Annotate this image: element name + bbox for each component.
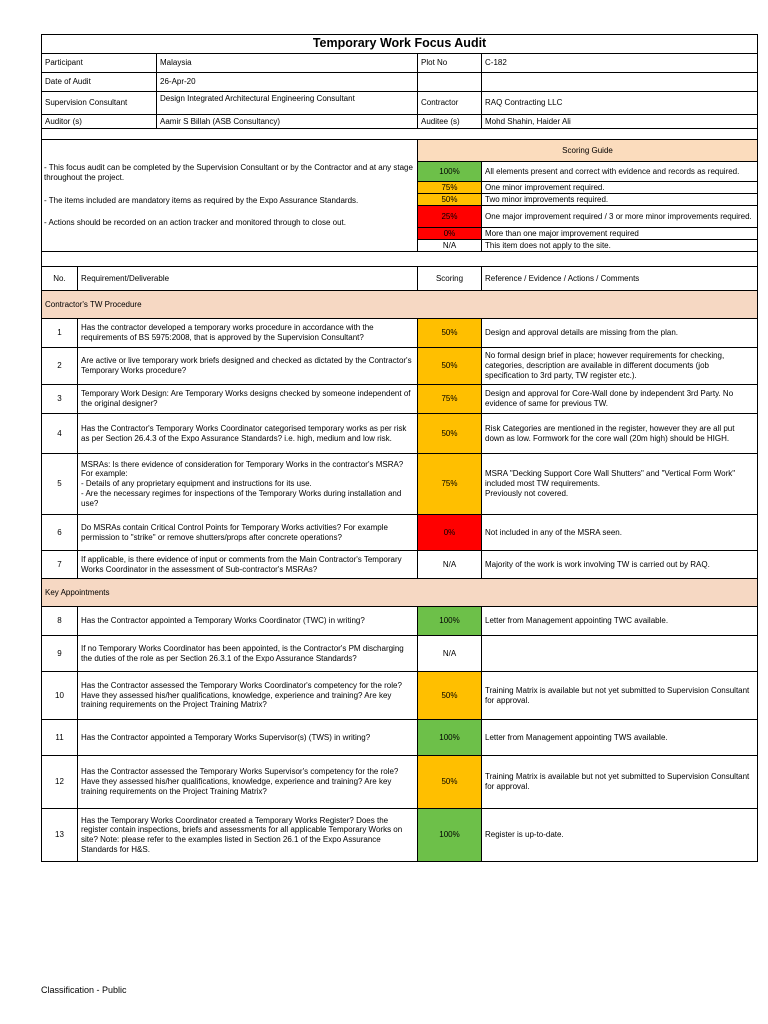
- auditor-label: Auditor (s): [42, 115, 157, 128]
- row-score: 100%: [418, 809, 482, 862]
- row-requirement: Has the Contractor appointed a Temporary Works Coordinator (TWC) in writing?: [78, 607, 418, 636]
- row-requirement: If no Temporary Works Coordinator has been appointed, is the Contractor's PM discharging the duties of the role as per Section 26.3.1 of the Expo Assurance Standards?: [78, 636, 418, 672]
- table-row: [42, 672, 758, 720]
- notes-block: [42, 140, 418, 252]
- table-row: [42, 809, 758, 862]
- row-score: N/A: [418, 636, 482, 672]
- row-reference: Design and approval for Core-Wall done by independent 3rd Party. No evidence of same for previous TW.: [482, 385, 758, 414]
- col-reference: Reference / Evidence / Actions / Comments: [482, 267, 758, 291]
- row-score: 0%: [418, 515, 482, 551]
- guide-desc-75: One minor improvement required.: [482, 182, 758, 194]
- row-requirement: Temporary Work Design: Are Temporary Works designs checked by someone independent of the original designer?: [78, 385, 418, 414]
- row-reference: No formal design brief in place; however requirements for checking, categories, description are available in different documents (job specification to 3rd party, TW register etc.).: [482, 348, 758, 385]
- row-requirement: Has the Contractor assessed the Temporary Works Supervisor's competency for the role? Have they assessed his/her qualifications, knowledge, experience and training? Are key training requirements on the Project Training Matrix?: [78, 756, 418, 809]
- row-reference: [482, 636, 758, 672]
- guide-score-100: 100%: [418, 162, 482, 182]
- table-row: [42, 385, 758, 414]
- row-score: 50%: [418, 756, 482, 809]
- note-2: - The items included are mandatory items as required by the Expo Assurance Standards.: [44, 195, 359, 205]
- section-tw-procedure: Contractor's TW Procedure: [42, 291, 758, 319]
- row-reference: Training Matrix is available but not yet submitted to Supervision Consultant for approval.: [482, 756, 758, 809]
- audit-sheet: [41, 34, 757, 862]
- row-reference: Majority of the work is work involving TW is carried out by RAQ.: [482, 551, 758, 579]
- row-requirement: Has the contractor developed a temporary works procedure in accordance with the requirements of BS 5975:2008, that is approved by the Supervision Consultant?: [78, 319, 418, 348]
- row-no: 7: [42, 551, 78, 579]
- row-score: N/A: [418, 551, 482, 579]
- row-reference: Letter from Management appointing TWS available.: [482, 720, 758, 756]
- classification-footer: Classification - Public: [41, 985, 127, 995]
- guide-desc-100: All elements present and correct with evidence and records as required.: [482, 162, 758, 182]
- table-row: [42, 607, 758, 636]
- table-row: [42, 454, 758, 515]
- note-3: - Actions should be recorded on an action tracker and monitored through to close out.: [44, 218, 346, 228]
- row-no: 11: [42, 720, 78, 756]
- table-row: [42, 515, 758, 551]
- auditor-value: Aamir S Billah (ASB Consultancy): [160, 116, 281, 126]
- column-header-row: [42, 267, 758, 291]
- guide-desc-25: One major improvement required / 3 or more minor improvements required.: [482, 206, 758, 228]
- row-score: 50%: [418, 672, 482, 720]
- audit-title: Temporary Work Focus Audit: [42, 35, 758, 54]
- guide-score-25: 25%: [418, 206, 482, 228]
- row-reference: Risk Categories are mentioned in the register, however they are all put down as low. Formwork for the core wall (20m high) should be HIGH.: [482, 414, 758, 454]
- row-score: 50%: [418, 319, 482, 348]
- row-score: 50%: [418, 414, 482, 454]
- row-requirement: Are active or live temporary work briefs designed and checked as dictated by the Contractor's Temporary Works procedure?: [78, 348, 418, 385]
- row-requirement: Has the Contractor assessed the Temporary Works Coordinator's competency for the role? Have they assessed his/her qualifications, knowledge, experience and training? Are key training requirements on the Project Training Matrix?: [78, 672, 418, 720]
- table-row: [42, 348, 758, 385]
- participant-value: Malaysia: [160, 58, 192, 68]
- row-score: 75%: [418, 454, 482, 515]
- row-no: 3: [42, 385, 78, 414]
- supervision-value: Design Integrated Architectural Engineering Consultant: [160, 94, 355, 103]
- table-row: [42, 414, 758, 454]
- guide-desc-na: This item does not apply to the site.: [482, 240, 758, 252]
- auditee-value: Mohd Shahin, Haider Ali: [482, 115, 758, 129]
- guide-score-na: N/A: [418, 240, 482, 252]
- guide-score-50: 50%: [418, 194, 482, 206]
- guide-desc-0: More than one major improvement required: [482, 228, 758, 240]
- row-requirement: Has the Temporary Works Coordinator created a Temporary Works Register? Does the register contain inspections, briefs and assessments for all applicable Temporary Works on site? Note: please refer to the examples listed in Section 26.1 of the Expo Assurance Standards for H&S.: [78, 809, 418, 862]
- table-row: [42, 319, 758, 348]
- table-row: [42, 720, 758, 756]
- row-reference: Letter from Management appointing TWC available.: [482, 607, 758, 636]
- row-no: 4: [42, 414, 78, 454]
- supervision-label: Supervision Consultant: [42, 92, 157, 114]
- plot-label: Plot No: [418, 54, 482, 73]
- row-score: 100%: [418, 720, 482, 756]
- row-requirement: MSRAs: Is there evidence of consideration for Temporary Works in the contractor's MSRA? For example: - Details of any proprietary equipment and instructions for its use. - Are the necessary regimes for inspections of the Temporary Works during installation and use?: [78, 454, 418, 515]
- row-reference: Design and approval details are missing from the plan.: [482, 319, 758, 348]
- row-score: 100%: [418, 607, 482, 636]
- row-no: 2: [42, 348, 78, 385]
- col-requirement: Requirement/Deliverable: [78, 267, 418, 291]
- col-no: No.: [42, 267, 78, 291]
- row-no: 1: [42, 319, 78, 348]
- row-no: 12: [42, 756, 78, 809]
- table-row: [42, 636, 758, 672]
- row-no: 8: [42, 607, 78, 636]
- row-no: 9: [42, 636, 78, 672]
- table-row: [42, 551, 758, 579]
- row-score: 50%: [418, 348, 482, 385]
- guide-score-75: 75%: [418, 182, 482, 194]
- row-reference: Not included in any of the MSRA seen.: [482, 515, 758, 551]
- row-reference: MSRA "Decking Support Core Wall Shutters" and "Vertical Form Work" included most TW requirements. Previously not covered.: [482, 454, 758, 515]
- row-no: 6: [42, 515, 78, 551]
- guide-desc-50: Two minor improvements required.: [482, 194, 758, 206]
- auditee-label: Auditee (s): [418, 115, 482, 129]
- row-reference: Training Matrix is available but not yet submitted to Supervision Consultant for approval.: [482, 672, 758, 720]
- row-no: 10: [42, 672, 78, 720]
- row-reference: Register is up-to-date.: [482, 809, 758, 862]
- row-requirement: If applicable, is there evidence of input or comments from the Main Contractor's Temporary Works Coordinator in the assessment of Sub-contractor's MSRAs?: [78, 551, 418, 579]
- row-requirement: Do MSRAs contain Critical Control Points for Temporary Works activities? For example permission to "strike" or remove shutters/props after concrete operations?: [78, 515, 418, 551]
- date-value: 26-Apr-20: [160, 77, 196, 87]
- note-1: - This focus audit can be completed by the Supervision Consultant or by the Contractor and at any stage throughout the project.: [44, 163, 413, 182]
- guide-score-0: 0%: [418, 228, 482, 240]
- row-no: 5: [42, 454, 78, 515]
- contractor-label: Contractor: [418, 92, 482, 115]
- row-requirement: Has the Contractor appointed a Temporary Works Supervisor(s) (TWS) in writing?: [78, 720, 418, 756]
- contractor-value: RAQ Contracting LLC: [482, 92, 758, 115]
- table-row: [42, 756, 758, 809]
- plot-value: C-182: [482, 54, 758, 73]
- row-requirement: Has the Contractor's Temporary Works Coordinator categorised temporary works as per risk as per Section 26.4.3 of the Expo Assurance Standards? i.e. high, medium and low risk.: [78, 414, 418, 454]
- audit-table: [41, 34, 758, 862]
- section-key-appointments: Key Appointments: [42, 579, 758, 607]
- row-score: 75%: [418, 385, 482, 414]
- date-label: Date of Audit: [42, 73, 157, 91]
- participant-label: Participant: [42, 54, 157, 72]
- col-scoring: Scoring: [418, 267, 482, 291]
- scoring-guide-title: Scoring Guide: [418, 140, 758, 162]
- row-no: 13: [42, 809, 78, 862]
